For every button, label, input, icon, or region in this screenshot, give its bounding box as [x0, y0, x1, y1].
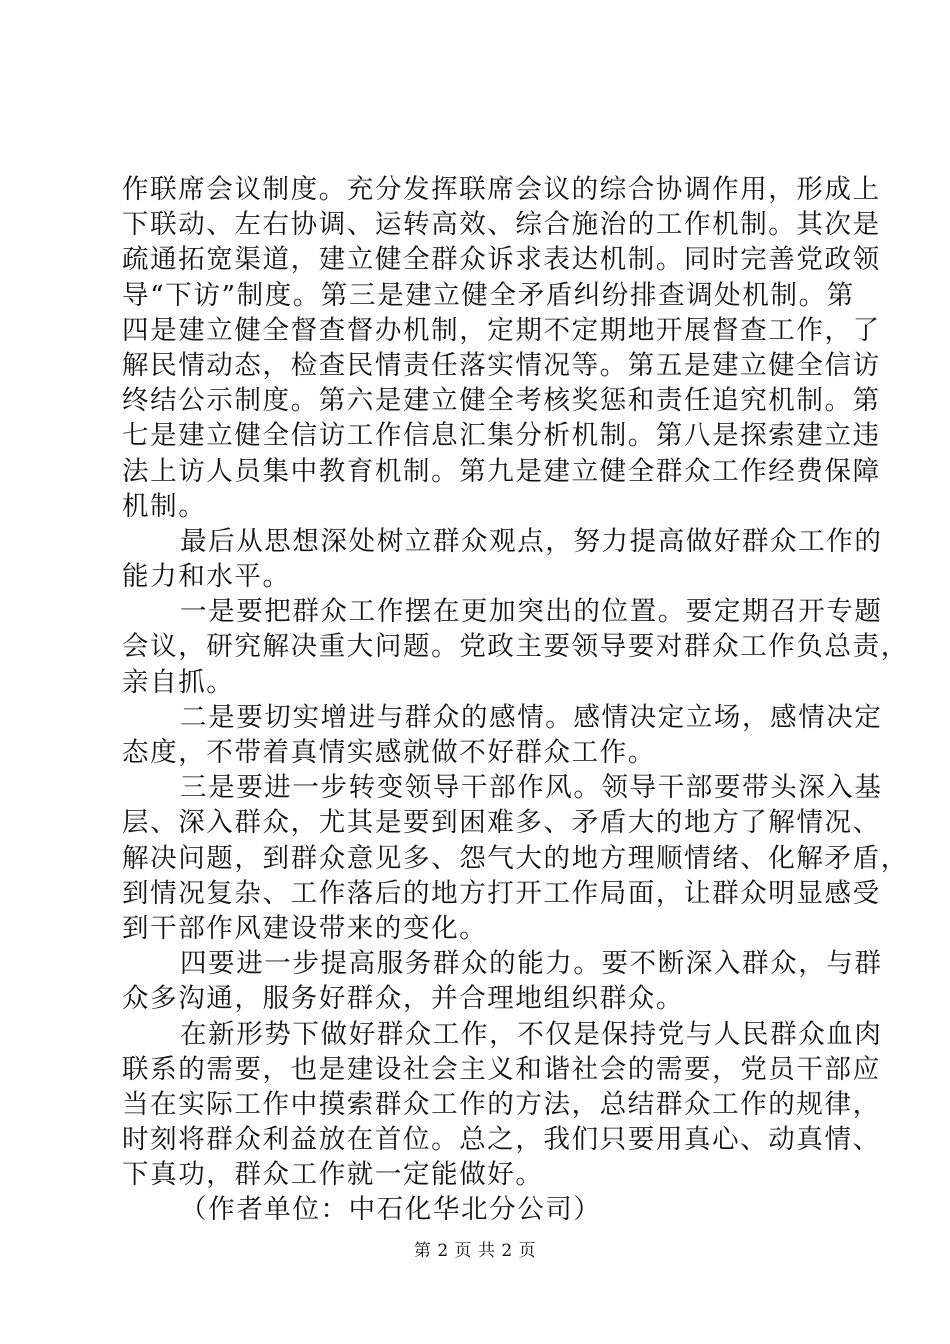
- paragraph-line: 亲自抓。: [122, 666, 235, 698]
- paragraph-line: 一是要把群众工作摆在更加突出的位置。要定期召开专题: [180, 596, 883, 628]
- document-body: [122, 172, 909, 1228]
- paragraph-line: 态度，不带着真情实感就做不好群众工作。: [122, 737, 656, 768]
- paragraph-line: 层、深入群众，尤其是要到困难多、矛盾大的地方了解情况、: [122, 807, 881, 839]
- paragraph-line: 下联动、左右协调、运转高效、综合施治的工作机制。其次是: [122, 209, 881, 241]
- paragraph-line: 下真功，群众工作就一定能做好。: [122, 1159, 544, 1191]
- paragraph-line: 会议，研究解决重大问题。党政主要领导要对群众工作负总责，: [122, 631, 909, 663]
- paragraph-line: 当在实际工作中摸索群众工作的方法，总结群众工作的规律，: [122, 1088, 881, 1120]
- paragraph-line: 时刻将群众利益放在首位。总之，我们只要用真心、动真情、: [122, 1124, 881, 1156]
- paragraph-line: 联系的需要，也是建设社会主义和谐社会的需要，党员干部应: [122, 1053, 881, 1085]
- paragraph-line: 四是建立健全督查督办机制，定期不定期地开展督查工作，了: [122, 314, 881, 346]
- paragraph-line: 能力和水平。: [122, 561, 291, 593]
- paragraph-line: 解决问题，到群众意见多、怨气大的地方理顺情绪、化解矛盾，: [122, 842, 909, 874]
- paragraph-line: 三是要进一步转变领导干部作风。领导干部要带头深入基: [180, 772, 883, 804]
- paragraph-line: 二是要切实增进与群众的感情。感情决定立场，感情决定: [180, 701, 883, 733]
- paragraph-line: 法上访人员集中教育机制。第九是建立健全群众工作经费保障: [122, 455, 881, 487]
- author-affiliation: （作者单位：中石化华北分公司）: [180, 1194, 602, 1226]
- paragraph-line: 到干部作风建设带来的变化。: [122, 912, 488, 944]
- paragraph-line: 机制。: [122, 490, 207, 522]
- paragraph-line: 疏通拓宽渠道，建立健全群众诉求表达机制。同时完善党政领: [122, 244, 881, 276]
- paragraph-line: 作联席会议制度。充分发挥联席会议的综合协调作用，形成上: [122, 174, 881, 205]
- paragraph-line: 导“下访”制度。第三是建立健全矛盾纠纷排查调处机制。第: [122, 279, 855, 311]
- paragraph-line: 众多沟通，服务好群众，并合理地组织群众。: [122, 983, 684, 1015]
- page-number-footer: 第 2 页 共 2 页: [413, 1241, 537, 1261]
- paragraph-line: 最后从思想深处树立群众观点，努力提高做好群众工作的: [180, 525, 883, 557]
- paragraph-line: 在新形势下做好群众工作，不仅是保持党与人民群众血肉: [180, 1018, 883, 1050]
- paragraph-line: 到情况复杂、工作落后的地方打开工作局面，让群众明显感受: [122, 877, 881, 909]
- paragraph-line: 解民情动态，检查民情责任落实情况等。第五是建立健全信访: [122, 349, 881, 381]
- paragraph-line: 四要进一步提高服务群众的能力。要不断深入群众，与群: [180, 948, 883, 980]
- paragraph-line: 七是建立健全信访工作信息汇集分析机制。第八是探索建立违: [122, 420, 881, 452]
- paragraph-line: 终结公示制度。第六是建立健全考核奖惩和责任追究机制。第: [122, 385, 881, 417]
